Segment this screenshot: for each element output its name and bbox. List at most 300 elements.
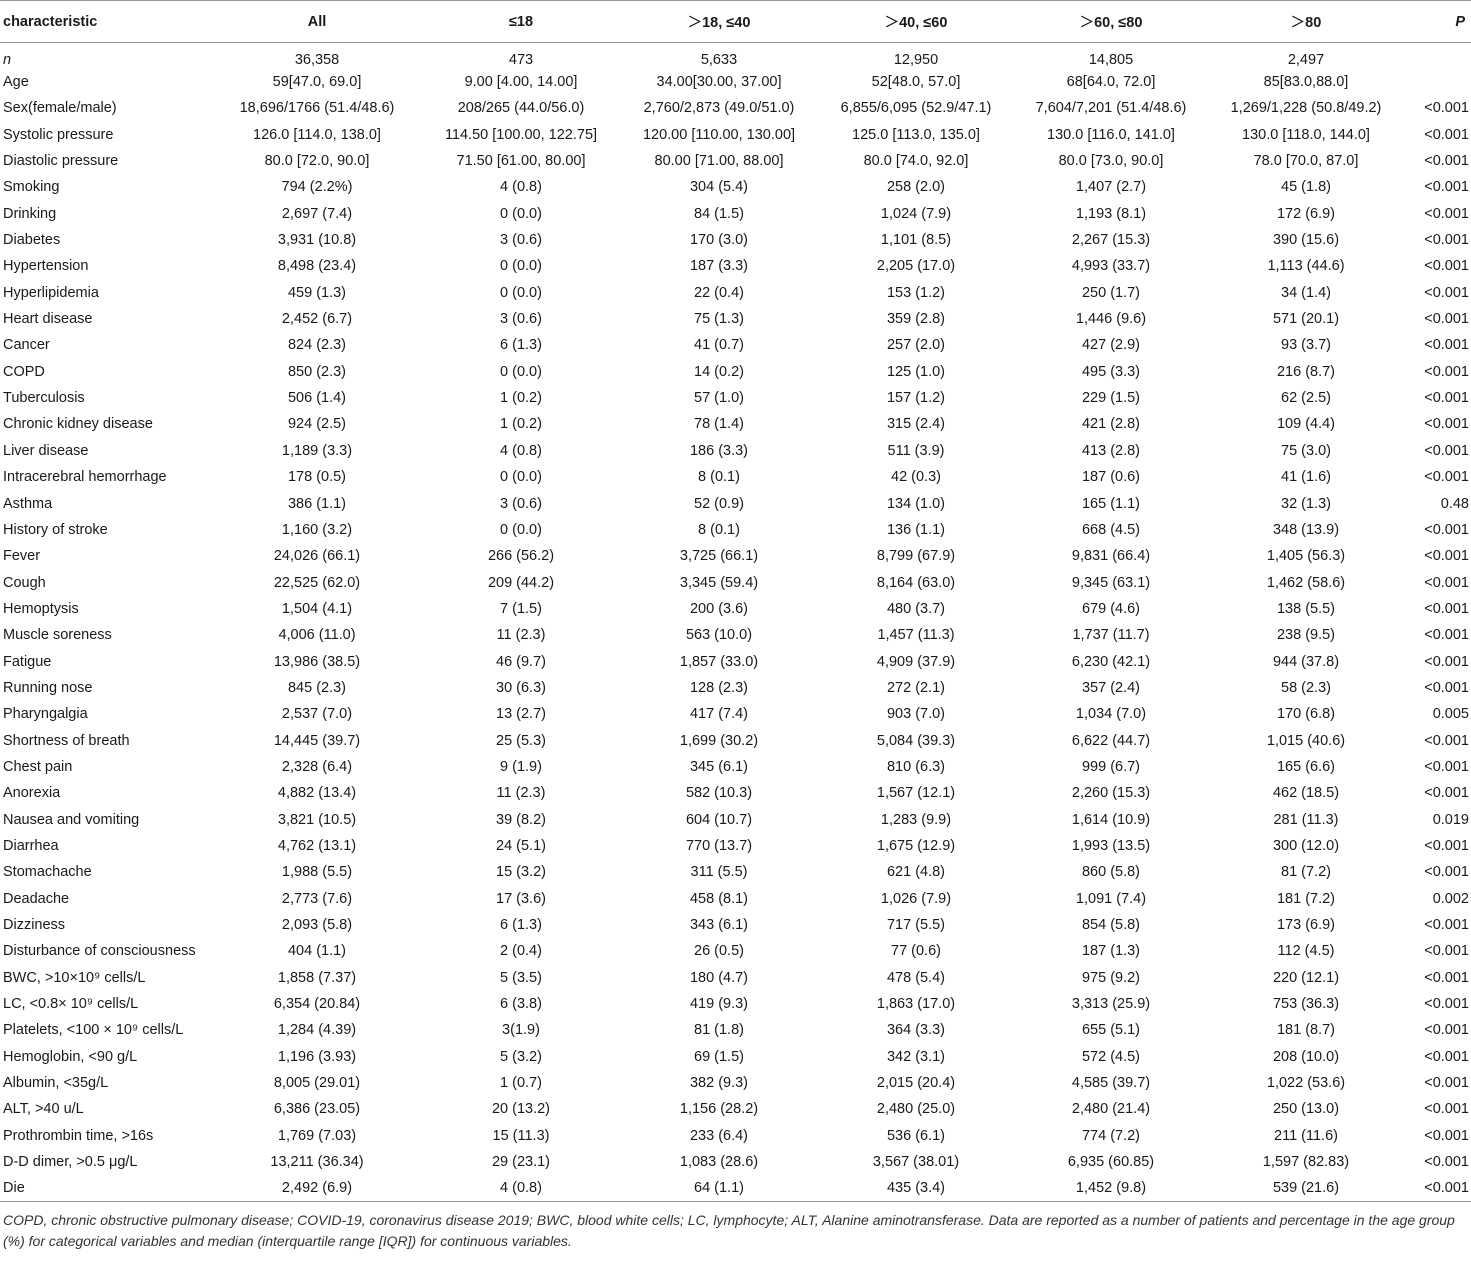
cell-age-40-60: 136 (1.1): [886, 521, 946, 538]
table-row: [0, 227, 1471, 253]
cell-age-40-60: 511 (3.9): [887, 442, 945, 459]
cell-age-60-80: 6,230 (42.1): [1071, 653, 1151, 670]
cell-age-le-18: 15 (11.3): [492, 1127, 550, 1144]
cell-age-le-18: 1 (0.2): [500, 390, 542, 407]
cell-age-gt-80: 173 (6.9): [1276, 917, 1336, 934]
cell-age-gt-80: 390 (15.6): [1272, 232, 1340, 249]
cell-p-value: [1404, 69, 1471, 95]
table-row: [0, 833, 1471, 859]
cell-age-gt-80: 1,597 (82.83): [1262, 1154, 1350, 1171]
cell-age-60-80: 1,737 (11.7): [1072, 627, 1150, 644]
cell-all: 1,769 (7.03): [277, 1127, 357, 1144]
cell-age-18-40: 78 (1.4): [694, 416, 744, 433]
header-all: All: [212, 1, 422, 43]
table-row: [0, 411, 1471, 437]
cell-label: ALT, >40 u/L: [3, 1101, 84, 1118]
cell-age-40-60: 2,205 (17.0): [876, 258, 956, 275]
cell-all: 3,931 (10.8): [277, 232, 357, 249]
cell-age-60-80: 68[64.0, 72.0]: [1066, 74, 1156, 91]
cell-label: Drinking: [3, 205, 57, 222]
cell-label: BWC, >10×10⁹ cells/L: [3, 969, 146, 986]
table-row: [0, 490, 1471, 516]
cell-age-gt-80: 208 (10.0): [1272, 1048, 1340, 1065]
cell-label: Cancer: [3, 337, 50, 354]
table-row: [0, 385, 1471, 411]
header-age-40-60: ＞40, ≤60: [818, 1, 1014, 43]
cell-label: Hemoglobin, <90 g/L: [3, 1048, 138, 1065]
cell-all: 22,525 (62.0): [273, 574, 361, 591]
cell-age-18-40: 64 (1.1): [620, 1175, 818, 1201]
cell-age-18-40: 22 (0.4): [694, 284, 744, 301]
table-row: [0, 464, 1471, 490]
cell-label: Diarrhea: [3, 837, 59, 854]
cell-age-gt-80: 32 (1.3): [1281, 495, 1331, 512]
cell-age-40-60: 6,855/6,095 (52.9/47.1): [840, 100, 992, 117]
cell-all: 1,189 (3.3): [281, 442, 353, 459]
cell-age-60-80: 421 (2.8): [1081, 416, 1141, 433]
cell-age-gt-80: 172 (6.9): [1276, 205, 1336, 222]
cell-all: 2,452 (6.7): [281, 311, 353, 328]
cell-age-60-80: 80.0 [73.0, 90.0]: [1058, 153, 1164, 170]
cell-all: 386 (1.1): [287, 495, 347, 512]
cell-age-gt-80: 216 (8.7): [1276, 363, 1336, 380]
cell-age-40-60: 42 (0.3): [891, 469, 941, 486]
table-footnote: COPD, chronic obstructive pulmonary disease; COVID-19, coronavirus disease 2019; BWC, blood white cells; LC, lymphocyte; ALT, Alanine aminotransferase. Data are reported as a number of patients and percentage in the age group (%) for categorical variables and median (interquartile range [IQR]) for continuous variables.: [3, 1212, 1455, 1250]
cell-age-40-60: 8,164 (63.0): [876, 574, 956, 591]
cell-label: Anorexia: [3, 785, 61, 802]
cell-age-60-80: 2,260 (15.3): [1071, 785, 1151, 802]
cell-label: Heart disease: [3, 311, 93, 328]
cell-age-le-18: 30 (6.3): [496, 679, 546, 696]
cell-p-value: <0.001: [1424, 627, 1469, 644]
cell-all: 2,537 (7.0): [281, 706, 353, 723]
cell-age-40-60: 2,480 (25.0): [876, 1101, 956, 1118]
cell-p-value: <0.001: [1424, 100, 1469, 117]
cell-age-gt-80: 250 (13.0): [1272, 1101, 1340, 1118]
cell-label: Disturbance of consciousness: [3, 943, 196, 960]
cell-p-value: <0.001: [1424, 653, 1469, 670]
cell-age-40-60: 3,567 (38.01): [872, 1154, 960, 1171]
cell-age-60-80: 14,805: [1088, 51, 1134, 68]
cell-label: Sex(female/male): [3, 100, 117, 117]
cell-age-le-18: 4 (0.8): [422, 1175, 620, 1201]
cell-p-value: <0.001: [1424, 1075, 1469, 1092]
cell-age-40-60: 1,457 (11.3): [877, 627, 955, 644]
table-row: [0, 1096, 1471, 1122]
cell-age-40-60: 1,567 (12.1): [876, 785, 956, 802]
cell-age-18-40: 233 (6.4): [689, 1127, 749, 1144]
cell-all: 13,986 (38.5): [273, 653, 361, 670]
header-characteristic: characteristic: [0, 1, 212, 43]
cell-age-le-18: 39 (8.2): [496, 811, 546, 828]
cell-p-value: <0.001: [1424, 1127, 1469, 1144]
cell-age-40-60: 342 (3.1): [886, 1048, 946, 1065]
cell-all: 924 (2.5): [287, 416, 347, 433]
cell-age-40-60: 364 (3.3): [886, 1022, 946, 1039]
cell-all: 1,284 (4.39): [277, 1022, 357, 1039]
cell-age-18-40: 128 (2.3): [689, 679, 749, 696]
cell-age-18-40: 170 (3.0): [689, 232, 749, 249]
cell-p-value: <0.001: [1424, 153, 1469, 170]
cell-p-value: 0.002: [1432, 890, 1469, 907]
cell-age-60-80: 357 (2.4): [1081, 679, 1141, 696]
cell-age-gt-80: 81 (7.2): [1281, 864, 1331, 881]
cell-age-60-80: 679 (4.6): [1081, 600, 1141, 617]
cell-age-18-40: 2,760/2,873 (49.0/51.0): [643, 100, 795, 117]
cell-p-value: <0.001: [1424, 1022, 1469, 1039]
cell-age-18-40: 69 (1.5): [694, 1048, 744, 1065]
cell-age-18-40: 57 (1.0): [694, 390, 744, 407]
cell-label: Muscle soreness: [3, 627, 112, 644]
cell-age-le-18: 46 (9.7): [496, 653, 546, 670]
cell-age-18-40: 180 (4.7): [689, 969, 749, 986]
cell-age-gt-80: 78.0 [70.0, 87.0]: [1253, 153, 1359, 170]
cell-label: Die: [0, 1175, 212, 1201]
cell-label: Intracerebral hemorrhage: [3, 469, 167, 486]
cell-label: Age: [3, 74, 29, 91]
cell-age-60-80: 427 (2.9): [1081, 337, 1141, 354]
cell-age-40-60: 272 (2.1): [886, 679, 946, 696]
cell-age-18-40: 604 (10.7): [685, 811, 753, 828]
table-row: [0, 965, 1471, 991]
cell-age-40-60: 480 (3.7): [886, 600, 946, 617]
cell-age-gt-80: 571 (20.1): [1272, 311, 1340, 328]
cell-age-gt-80: 45 (1.8): [1281, 179, 1331, 196]
table-row: [0, 517, 1471, 543]
cell-p-value: <0.001: [1424, 785, 1469, 802]
header-age-60-80: ＞60, ≤80: [1014, 1, 1208, 43]
cell-age-60-80: 1,993 (13.5): [1071, 837, 1151, 854]
table-row: [0, 280, 1471, 306]
cell-age-18-40: 14 (0.2): [694, 363, 744, 380]
cell-age-gt-80: 58 (2.3): [1281, 679, 1331, 696]
table-row: [0, 174, 1471, 200]
cell-label: Prothrombin time, >16s: [3, 1127, 154, 1144]
cell-age-60-80: 9,831 (66.4): [1071, 548, 1151, 565]
table-row: [0, 148, 1471, 174]
cell-label: Pharyngalgia: [3, 706, 88, 723]
cell-label: Smoking: [3, 179, 60, 196]
table-row: [0, 780, 1471, 806]
cell-label: n: [3, 51, 12, 68]
cell-all: 13,211 (36.34): [270, 1154, 364, 1171]
cell-all: 3,821 (10.5): [277, 811, 357, 828]
cell-age-60-80: 9,345 (63.1): [1071, 574, 1151, 591]
cell-age-gt-80: 75 (3.0): [1281, 442, 1331, 459]
cell-age-gt-80: 348 (13.9): [1272, 521, 1340, 538]
table-row: [0, 727, 1471, 753]
cell-p-value: 0.019: [1432, 811, 1469, 828]
cell-p-value: <0.001: [1424, 521, 1469, 538]
cell-age-gt-80: 170 (6.8): [1276, 706, 1336, 723]
cell-age-18-40: 563 (10.0): [685, 627, 753, 644]
cell-age-le-18: 0 (0.0): [500, 469, 542, 486]
cell-age-40-60: 903 (7.0): [886, 706, 946, 723]
cell-age-le-18: 0 (0.0): [500, 363, 542, 380]
cell-age-gt-80: 109 (4.4): [1276, 416, 1336, 433]
cell-age-60-80: 130.0 [116.0, 141.0]: [1047, 126, 1175, 143]
table-row: [0, 332, 1471, 358]
table-row: [0, 1149, 1471, 1175]
cell-p-value: <0.001: [1424, 205, 1469, 222]
cell-age-gt-80: 2,497: [1287, 51, 1325, 68]
header-age-gt-80: ＞80: [1208, 1, 1404, 43]
cell-p-value: <0.001: [1424, 284, 1469, 301]
cell-p-value: <0.001: [1424, 126, 1469, 143]
cell-age-40-60: 257 (2.0): [886, 337, 946, 354]
cell-age-60-80: 655 (5.1): [1081, 1022, 1141, 1039]
table-row: [0, 1123, 1471, 1149]
cell-label: D-D dimer, >0.5 μg/L: [3, 1154, 138, 1171]
cell-age-18-40: 75 (1.3): [694, 311, 744, 328]
cell-age-18-40: 1,857 (33.0): [679, 653, 759, 670]
cell-age-18-40: 1,156 (28.2): [679, 1101, 759, 1118]
cell-age-gt-80: 1,269/1,228 (50.8/49.2): [1230, 100, 1382, 117]
cell-age-60-80: 999 (6.7): [1081, 758, 1141, 775]
cell-age-gt-80: 753 (36.3): [1272, 996, 1340, 1013]
cell-age-40-60: 80.0 [74.0, 92.0]: [863, 153, 969, 170]
cell-age-gt-80: 165 (6.6): [1276, 758, 1336, 775]
cell-label: Fever: [3, 548, 41, 565]
cell-age-le-18: 6 (1.3): [500, 917, 542, 934]
cell-age-60-80: 774 (7.2): [1081, 1127, 1141, 1144]
cell-p-value: <0.001: [1424, 864, 1469, 881]
cell-age-le-18: 11 (2.3): [496, 627, 546, 644]
cell-p-value: <0.001: [1424, 679, 1469, 696]
cell-age-le-18: 5 (3.2): [500, 1048, 542, 1065]
cell-age-60-80: 4,585 (39.7): [1071, 1075, 1151, 1092]
cell-label: Platelets, <100 × 10⁹ cells/L: [3, 1022, 184, 1039]
cell-label: Dizziness: [3, 917, 66, 934]
cell-age-le-18: 208/265 (44.0/56.0): [457, 100, 585, 117]
cell-all: 404 (1.1): [287, 943, 347, 960]
cell-age-le-18: 209 (44.2): [487, 574, 555, 591]
cell-age-18-40: 8 (0.1): [698, 521, 740, 538]
cell-age-40-60: 810 (6.3): [886, 758, 946, 775]
cell-age-le-18: 3(1.9): [502, 1022, 540, 1039]
cell-p-value: <0.001: [1424, 548, 1469, 565]
cell-p-value: <0.001: [1424, 758, 1469, 775]
cell-age-le-18: 114.50 [100.00, 122.75]: [444, 126, 598, 143]
cell-p-value: <0.001: [1424, 390, 1469, 407]
cell-all: 2,492 (6.9): [212, 1175, 422, 1201]
cell-age-le-18: 0 (0.0): [500, 205, 542, 222]
cell-age-gt-80: 539 (21.6): [1208, 1175, 1404, 1201]
cell-p-value: <0.001: [1424, 837, 1469, 854]
header-p-value: P: [1404, 1, 1471, 43]
cell-age-gt-80: 1,015 (40.6): [1266, 732, 1346, 749]
cell-age-40-60: 717 (5.5): [886, 917, 946, 934]
cell-label: Deadache: [3, 890, 70, 907]
cell-all: 2,697 (7.4): [281, 205, 353, 222]
cell-age-18-40: 3,345 (59.4): [679, 574, 759, 591]
cell-age-40-60: 5,084 (39.3): [876, 732, 956, 749]
cell-age-le-18: 9.00 [4.00, 14.00]: [464, 74, 578, 91]
cell-age-18-40: 343 (6.1): [689, 917, 749, 934]
cell-p-value: [1404, 43, 1471, 69]
cell-label: Systolic pressure: [3, 126, 114, 143]
table-row: [0, 201, 1471, 227]
cell-age-60-80: 495 (3.3): [1081, 363, 1141, 380]
cell-age-le-18: 266 (56.2): [487, 548, 555, 565]
cell-age-le-18: 0 (0.0): [500, 521, 542, 538]
cell-age-18-40: 582 (10.3): [685, 785, 753, 802]
cell-all: 59[47.0, 69.0]: [272, 74, 362, 91]
cell-age-60-80: 1,614 (10.9): [1071, 811, 1151, 828]
table-row: [0, 569, 1471, 595]
cell-age-le-18: 1 (0.2): [500, 416, 542, 433]
cell-age-le-18: 1 (0.7): [500, 1075, 542, 1092]
cell-p-value: 0.48: [1440, 495, 1469, 512]
table-row: [0, 306, 1471, 332]
cell-all: 6,386 (23.05): [273, 1101, 361, 1118]
cell-all: 14,445 (39.7): [273, 732, 361, 749]
cell-age-18-40: 3,725 (66.1): [679, 548, 759, 565]
cell-age-gt-80: 1,022 (53.6): [1266, 1075, 1346, 1092]
cell-age-40-60: 8,799 (67.9): [876, 548, 956, 565]
cell-age-le-18: 473: [508, 51, 534, 68]
cell-age-gt-80: 1,405 (56.3): [1266, 548, 1346, 565]
cell-age-60-80: 3,313 (25.9): [1071, 996, 1151, 1013]
table-row: [0, 701, 1471, 727]
cell-all: 18,696/1766 (51.4/48.6): [239, 100, 395, 117]
cell-all: 2,773 (7.6): [281, 890, 353, 907]
cell-p-value: <0.001: [1424, 469, 1469, 486]
cell-age-gt-80: 181 (7.2): [1276, 890, 1336, 907]
cell-age-le-18: 20 (13.2): [491, 1101, 551, 1118]
cell-age-60-80: 4,993 (33.7): [1071, 258, 1151, 275]
cell-age-18-40: 311 (5.5): [690, 864, 748, 881]
cell-age-le-18: 11 (2.3): [496, 785, 546, 802]
cell-p-value: <0.001: [1424, 996, 1469, 1013]
cell-age-18-40: 200 (3.6): [689, 600, 749, 617]
cell-all: 1,196 (3.93): [277, 1048, 357, 1065]
cell-age-le-18: 6 (3.8): [500, 996, 542, 1013]
cell-age-60-80: 668 (4.5): [1081, 521, 1141, 538]
cell-age-60-80: 1,034 (7.0): [1075, 706, 1147, 723]
cell-all: 459 (1.3): [287, 284, 347, 301]
cell-all: 4,006 (11.0): [278, 627, 356, 644]
cell-age-40-60: 1,026 (7.9): [880, 890, 952, 907]
cell-all: 4,762 (13.1): [277, 837, 357, 854]
table-row: [0, 1017, 1471, 1043]
table-row: [0, 675, 1471, 701]
cell-age-18-40: 458 (8.1): [689, 890, 749, 907]
cell-all: 1,858 (7.37): [277, 969, 357, 986]
table-row: [0, 438, 1471, 464]
cell-age-le-18: 6 (1.3): [500, 337, 542, 354]
table-row: [0, 938, 1471, 964]
cell-age-18-40: 345 (6.1): [689, 758, 749, 775]
cell-age-60-80: 1,452 (9.8): [1014, 1175, 1208, 1201]
cell-all: 850 (2.3): [287, 363, 347, 380]
cell-label: Nausea and vomiting: [3, 811, 140, 828]
cell-age-40-60: 52[48.0, 57.0]: [871, 74, 961, 91]
cell-label: Albumin, <35g/L: [3, 1075, 109, 1092]
cell-age-le-18: 2 (0.4): [500, 943, 542, 960]
cell-all: 1,988 (5.5): [281, 864, 353, 881]
cell-p-value: <0.001: [1424, 917, 1469, 934]
cell-label: LC, <0.8× 10⁹ cells/L: [3, 996, 139, 1013]
table-row: [0, 596, 1471, 622]
cell-age-gt-80: 1,113 (44.6): [1267, 258, 1345, 275]
cell-label: History of stroke: [3, 521, 108, 538]
cell-p-value: <0.001: [1424, 574, 1469, 591]
cell-age-40-60: 315 (2.4): [886, 416, 946, 433]
cell-all: 794 (2.2%): [281, 179, 353, 196]
cell-age-18-40: 1,699 (30.2): [679, 732, 759, 749]
cell-p-value: <0.001: [1424, 416, 1469, 433]
cell-age-le-18: 29 (23.1): [491, 1154, 551, 1171]
table-row: [0, 95, 1471, 121]
cell-age-gt-80: 112 (4.5): [1277, 943, 1335, 960]
cell-all: 1,160 (3.2): [281, 521, 353, 538]
table-row: [0, 359, 1471, 385]
cell-age-gt-80: 62 (2.5): [1281, 390, 1331, 407]
cell-age-18-40: 26 (0.5): [694, 943, 744, 960]
cell-age-le-18: 13 (2.7): [496, 706, 546, 723]
cell-age-18-40: 770 (13.7): [685, 837, 753, 854]
cell-age-40-60: 1,283 (9.9): [880, 811, 952, 828]
table-row: [0, 43, 1471, 69]
cell-p-value: <0.001: [1424, 311, 1469, 328]
cell-all: 8,498 (23.4): [277, 258, 357, 275]
cell-age-60-80: 229 (1.5): [1081, 390, 1141, 407]
cell-p-value: <0.001: [1424, 442, 1469, 459]
cell-age-gt-80: 300 (12.0): [1272, 837, 1340, 854]
cell-age-le-18: 17 (3.6): [496, 890, 546, 907]
cell-age-18-40: 84 (1.5): [694, 205, 744, 222]
cell-age-le-18: 24 (5.1): [496, 837, 546, 854]
cell-age-60-80: 2,267 (15.3): [1071, 232, 1151, 249]
cell-all: 2,093 (5.8): [281, 917, 353, 934]
cell-age-gt-80: 34 (1.4): [1281, 284, 1331, 301]
cell-age-40-60: 2,015 (20.4): [876, 1075, 956, 1092]
cell-age-40-60: 1,863 (17.0): [876, 996, 956, 1013]
cell-label: Fatigue: [3, 653, 52, 670]
cell-age-40-60: 12,950: [893, 51, 939, 68]
table-row: [0, 253, 1471, 279]
cell-age-40-60: 1,101 (8.5): [880, 232, 952, 249]
cell-age-gt-80: 281 (11.3): [1273, 811, 1339, 828]
cell-p-value: <0.001: [1424, 969, 1469, 986]
cell-age-40-60: 77 (0.6): [891, 943, 941, 960]
cell-p-value: <0.001: [1424, 732, 1469, 749]
cell-p-value: <0.001: [1424, 600, 1469, 617]
cell-p-value: <0.001: [1424, 232, 1469, 249]
cell-label: Diabetes: [3, 232, 61, 249]
cell-all: 36,358: [294, 51, 340, 68]
cell-age-18-40: 81 (1.8): [694, 1022, 744, 1039]
cell-age-60-80: 572 (4.5): [1081, 1048, 1141, 1065]
cell-label: Hypertension: [3, 258, 89, 275]
cell-age-40-60: 1,675 (12.9): [876, 837, 956, 854]
table-row: [0, 859, 1471, 885]
cell-age-le-18: 9 (1.9): [500, 758, 542, 775]
table-row: [0, 991, 1471, 1017]
cell-label: COPD: [3, 363, 45, 380]
cell-age-18-40: 120.00 [110.00, 130.00]: [642, 126, 796, 143]
header-age-le-18: ≤18: [422, 1, 620, 43]
table-row: [0, 1175, 1471, 1201]
cell-all: 4,882 (13.4): [277, 785, 357, 802]
cell-age-le-18: 4 (0.8): [500, 442, 542, 459]
cell-age-18-40: 52 (0.9): [694, 495, 744, 512]
cell-age-40-60: 621 (4.8): [886, 864, 946, 881]
cell-age-le-18: 3 (0.6): [500, 311, 542, 328]
cell-age-gt-80: 238 (9.5): [1276, 627, 1336, 644]
cell-all: 506 (1.4): [287, 390, 347, 407]
